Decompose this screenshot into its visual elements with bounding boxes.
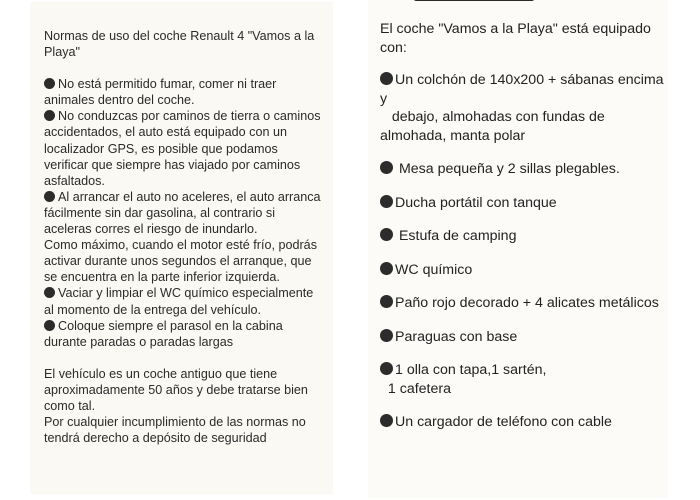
equipment-item-cloth (380, 294, 668, 313)
black-circle-bullet-icon (380, 228, 393, 241)
equipment-item-umbrella (380, 328, 668, 347)
equipment-item-table (380, 160, 668, 179)
rule-no-smoking (44, 76, 321, 108)
black-circle-bullet-icon (380, 295, 393, 308)
equipment-text: Paraguas con base (395, 328, 518, 345)
equipment-text: Ducha portátil con tanque (395, 194, 557, 211)
equipment-title: El coche "Vamos a la Playa" está equipado con: (380, 21, 655, 56)
black-circle-bullet-icon (44, 287, 55, 298)
black-circle-bullet-icon (380, 262, 393, 275)
rule-text: No conduzcas por caminos de tierra o caminos accidentados, el auto está equipado con un localizador GPS, es posible que podamos verificar que siempre has viajado por caminos asfaltados. (44, 109, 324, 188)
black-circle-bullet-icon (44, 78, 55, 89)
rules-panel (30, 2, 333, 494)
footer-vehicle-age: El vehículo es un coche antiguo que tiene aproximadamente 50 años y debe tratarse bien como tal. (44, 366, 312, 413)
choke-note: Como máximo, cuando el motor esté frío, podrás activar durante unos segundos el arranque, que se encuentra en la parte inferior izquierda. (44, 238, 321, 285)
black-circle-bullet-icon (380, 195, 393, 208)
equipment-text: Mesa pequeña y 2 sillas plegables. (398, 161, 620, 177)
black-circle-bullet-icon (44, 191, 55, 202)
rule-text: Al arrancar el auto no aceleres, el auto arranca fácilmente sin dar gasolina, al contrario si aceleras corres el riesgo de inundarlo. (44, 189, 325, 237)
equipment-item-mattress (380, 71, 668, 145)
rule-sunshade (44, 318, 321, 350)
equipment-item-cookware (380, 361, 668, 398)
black-circle-bullet-icon (380, 362, 393, 375)
black-circle-bullet-icon (380, 72, 393, 85)
equipment-item-wc (380, 261, 668, 280)
footer-deposit: Por cualquier incumplimiento de las normas no tendrá derecho a depósito de seguridad (44, 415, 310, 446)
black-circle-bullet-icon (380, 161, 393, 174)
rule-text: Vaciar y limpiar el WC químico especialmente al momento de la entrega del vehículo. (44, 286, 317, 317)
rules-title: Normas de uso del coche Renault 4 "Vamos a la Playa" (44, 29, 318, 60)
equipment-text: Paño rojo decorado + 4 alicates metálicos (395, 295, 659, 311)
black-circle-bullet-icon (44, 320, 55, 331)
black-circle-bullet-icon (380, 414, 393, 427)
equipment-panel (368, 0, 668, 498)
rule-text: Coloque siempre el parasol en la cabina durante paradas o paradas largas (44, 318, 287, 349)
equipment-item-shower (380, 194, 668, 213)
equipment-text: Estufa de camping (398, 228, 517, 244)
rule-text: No está permitido fumar, comer ni traer animales dentro del coche. (44, 77, 280, 108)
equipment-text: Un colchón de 140x200 + sábanas encima y debajo, almohadas con fundas de almohada, manta polar (380, 72, 664, 144)
equipment-item-charger (380, 413, 668, 432)
equipment-item-stove (380, 227, 668, 246)
rule-empty-wc (44, 285, 321, 317)
black-circle-bullet-icon (44, 110, 55, 121)
rule-no-accelerate (44, 189, 325, 237)
equipment-text: 1 olla con tapa,1 sartén, 1 cafetera (387, 362, 547, 397)
equipment-text: WC químico (395, 261, 473, 278)
black-circle-bullet-icon (380, 329, 393, 342)
rule-no-dirt-roads (44, 108, 324, 188)
equipment-text: Un cargador de teléfono con cable (395, 414, 612, 430)
